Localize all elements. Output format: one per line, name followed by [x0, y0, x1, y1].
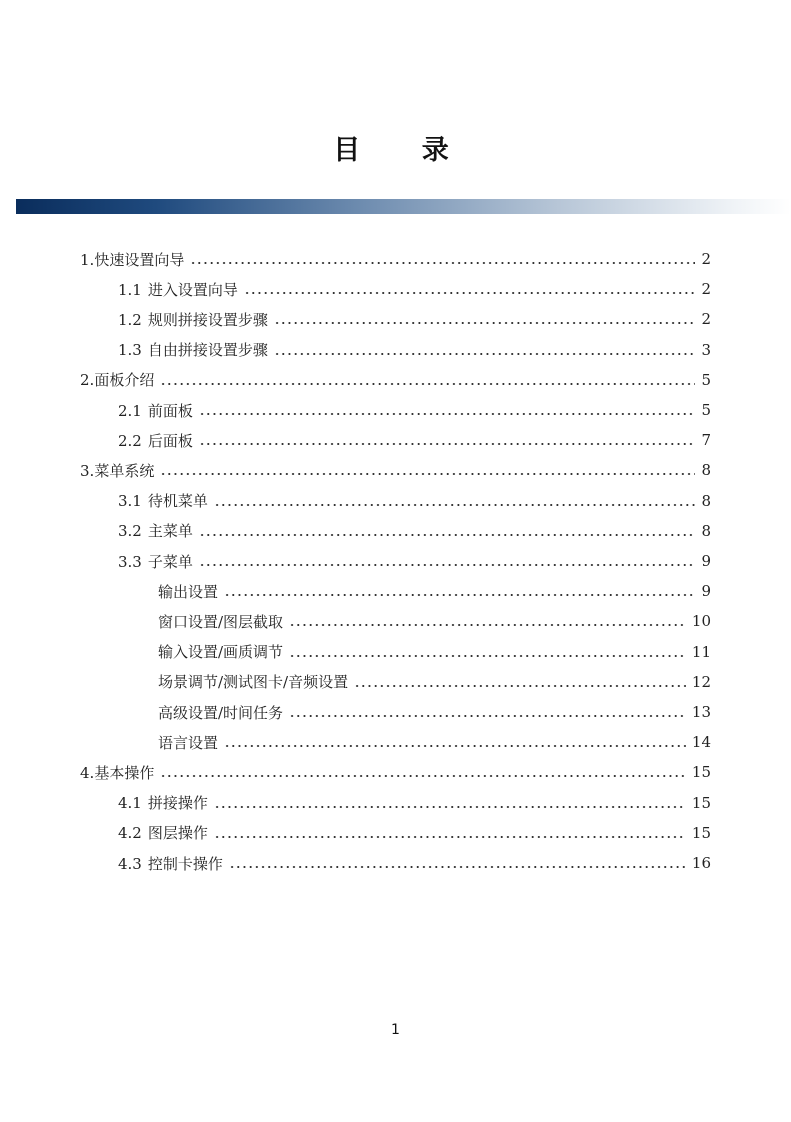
- toc-entry[interactable]: [0, 425, 791, 455]
- toc-entry-number: 2.2: [118, 431, 142, 450]
- dot-leader: [289, 714, 686, 718]
- toc-entry-number: 2.: [80, 371, 95, 390]
- toc-entry-label: [118, 792, 208, 813]
- toc-entry-page: 5: [701, 370, 711, 389]
- toc-entry[interactable]: [0, 818, 791, 848]
- toc-entry-label: [118, 339, 268, 360]
- dot-leader: [160, 774, 686, 778]
- toc-entry-page: 14: [691, 733, 711, 752]
- toc-entry[interactable]: [0, 304, 791, 334]
- toc-entry[interactable]: [0, 848, 791, 878]
- toc-entry-text: 进入设置向导: [147, 280, 238, 299]
- toc-entry-label: [118, 551, 193, 572]
- toc-entry[interactable]: [0, 455, 791, 485]
- toc-entry-text: 高级设置/时间任务: [158, 703, 284, 722]
- toc-entry-text: 菜单系统: [94, 461, 155, 480]
- toc-entry-number: 4.1: [118, 794, 142, 813]
- dot-leader: [229, 865, 686, 869]
- toc-entry-page: 7: [701, 431, 711, 450]
- toc-entry-page: 2: [701, 310, 711, 329]
- dot-leader: [160, 472, 695, 476]
- page-number: 1: [391, 1022, 400, 1038]
- toc-entry-text: 前面板: [147, 401, 193, 420]
- toc-entry-number: 1.1: [118, 280, 142, 299]
- toc-entry[interactable]: [0, 697, 791, 727]
- toc-entry-number: 1.3: [118, 341, 142, 360]
- toc-entry[interactable]: [0, 546, 791, 576]
- dot-leader: [274, 321, 696, 325]
- toc-entry-label: [118, 853, 223, 874]
- toc-entry[interactable]: [0, 788, 791, 818]
- toc-entry-text: 窗口设置/图层截取: [158, 612, 284, 631]
- toc-entry[interactable]: [0, 365, 791, 395]
- toc-entry-label: [118, 520, 193, 541]
- toc-entry[interactable]: [0, 335, 791, 365]
- toc-entry-text: 待机菜单: [147, 492, 208, 511]
- toc-entry[interactable]: [0, 637, 791, 667]
- toc-entry-number: 3.2: [118, 522, 142, 541]
- toc-entry-number: 3.: [80, 461, 95, 480]
- dot-leader: [244, 291, 696, 295]
- toc-entry[interactable]: [0, 516, 791, 546]
- toc-entry-label: [118, 400, 193, 421]
- toc-entry-text: 拼接操作: [147, 794, 208, 813]
- toc-entry-label: [158, 671, 348, 692]
- toc-entry-text: 图层操作: [147, 824, 208, 843]
- toc-entry-label: [80, 249, 184, 270]
- toc-entry-label: [158, 702, 283, 723]
- toc-entry-page: 12: [691, 672, 711, 691]
- toc-entry-text: 控制卡操作: [147, 854, 223, 873]
- dot-leader: [289, 623, 686, 627]
- toc-entry-page: 9: [701, 582, 711, 601]
- toc-entry-page: 11: [691, 642, 711, 661]
- toc-entry-text: 基本操作: [94, 763, 155, 782]
- toc-entry-text: 子菜单: [147, 552, 193, 571]
- dot-leader: [224, 593, 695, 597]
- toc-entry-label: [118, 822, 208, 843]
- toc-entry-label: [158, 641, 283, 662]
- toc-entry-text: 语言设置: [158, 733, 219, 752]
- toc-entry-number: 4.2: [118, 824, 142, 843]
- toc-entry-label: [80, 460, 154, 481]
- dot-leader: [199, 412, 696, 416]
- toc-entry-text: 面板介绍: [94, 371, 155, 390]
- dot-leader: [289, 654, 686, 658]
- toc-entry-label: [118, 279, 238, 300]
- toc-entry-page: 8: [701, 521, 711, 540]
- toc-entry[interactable]: [0, 395, 791, 425]
- toc-entry-text: 主菜单: [147, 522, 193, 541]
- dot-leader: [199, 442, 696, 446]
- toc-entry-label: [118, 490, 208, 511]
- toc-entry-page: 15: [691, 763, 711, 782]
- toc-entry-page: 3: [701, 340, 711, 359]
- toc-entry-text: 规则拼接设置步骤: [147, 310, 268, 329]
- toc-entry-label: [118, 430, 193, 451]
- toc-entry-page: 2: [701, 280, 711, 299]
- dot-leader: [160, 382, 695, 386]
- toc-entry-number: 1.2: [118, 310, 142, 329]
- toc-entry-page: 16: [691, 854, 711, 872]
- toc-entry-page: 15: [691, 793, 711, 812]
- toc-entry[interactable]: [0, 486, 791, 516]
- toc-entry[interactable]: [0, 667, 791, 697]
- toc-entry[interactable]: [0, 606, 791, 636]
- toc-entry[interactable]: [0, 727, 791, 757]
- dot-leader: [354, 684, 686, 688]
- toc-entry-number: 4.: [80, 763, 95, 782]
- toc-entry[interactable]: [0, 757, 791, 787]
- toc-entry-page: 15: [691, 823, 711, 842]
- toc-entry-label: [80, 762, 154, 783]
- toc-entry[interactable]: [0, 274, 791, 304]
- toc-entry-text: 输入设置/画质调节: [158, 643, 284, 662]
- toc-entry-page: 8: [701, 461, 711, 480]
- toc-entry[interactable]: [0, 576, 791, 606]
- toc-entry-page: 5: [701, 401, 711, 419]
- dot-leader: [214, 503, 696, 507]
- toc-entry-number: 4.3: [118, 854, 142, 873]
- toc-entry-number: 1.: [80, 250, 95, 269]
- toc-entry-page: 9: [701, 552, 711, 570]
- toc-entry-page: 8: [701, 491, 711, 510]
- dot-leader: [224, 744, 686, 748]
- toc-entry-label: [80, 369, 154, 390]
- toc-entry-label: [158, 581, 218, 602]
- toc-entry-page: 13: [691, 703, 711, 721]
- dot-leader: [190, 261, 695, 265]
- dot-leader: [199, 563, 696, 567]
- toc-entry-number: 3.3: [118, 552, 142, 571]
- toc-entry-label: [158, 611, 283, 632]
- toc-entry-number: 2.1: [118, 401, 142, 420]
- toc-entry-text: 输出设置: [158, 582, 219, 601]
- toc-entry-page: 10: [691, 612, 711, 631]
- toc-entry-text: 快速设置向导: [94, 250, 185, 269]
- header-gradient-bar: [16, 199, 791, 214]
- dot-leader: [214, 805, 686, 809]
- toc-entry-text: 自由拼接设置步骤: [147, 341, 268, 360]
- toc-title: 目 录: [333, 135, 475, 166]
- toc-entry-label: [118, 309, 268, 330]
- toc-entry-label: [158, 732, 218, 753]
- toc-entry-page: 2: [701, 250, 711, 268]
- toc-entry-text: 场景调节/测试图卡/音频设置: [158, 673, 349, 692]
- dot-leader: [199, 533, 696, 537]
- dot-leader: [274, 352, 696, 356]
- toc-entry[interactable]: [0, 244, 791, 274]
- dot-leader: [214, 835, 686, 839]
- toc-entry-text: 后面板: [147, 431, 193, 450]
- toc-entry-number: 3.1: [118, 492, 142, 511]
